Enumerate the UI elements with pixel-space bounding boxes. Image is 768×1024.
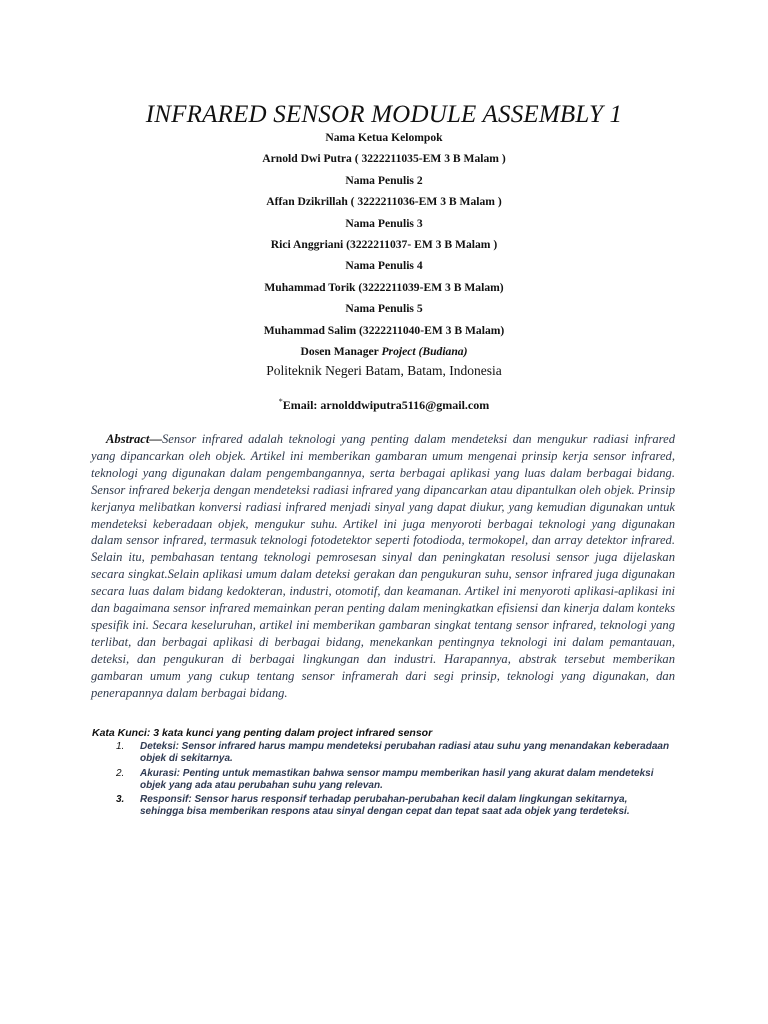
author-role-3: Nama Penulis 3 xyxy=(345,216,423,230)
keywords-list xyxy=(92,741,672,819)
author-block xyxy=(0,127,768,362)
supervisor-prefix: Dosen Manager xyxy=(300,344,382,358)
keyword-text: Deteksi: Sensor infrared harus mampu mendeteksi perubahan radiasi atau suhu yang menandakan keberadaan objek di sekitarnya. xyxy=(140,741,670,765)
author-role-5: Nama Penulis 5 xyxy=(345,302,423,316)
supervisor-line xyxy=(0,341,768,362)
keyword-item xyxy=(92,741,672,766)
author-name-1: Arnold Dwi Putra ( 3222211035-EM 3 B Malam ) xyxy=(262,152,506,166)
author-role-1: Nama Ketua Kelompok xyxy=(325,131,443,144)
author-name-5: Muhammad Salim (3222211040-EM 3 B Malam) xyxy=(263,323,505,337)
keywords-section xyxy=(92,726,672,821)
keyword-number: 2. xyxy=(116,767,125,779)
keyword-number: 3. xyxy=(116,794,125,806)
affiliation: Politeknik Negeri Batam, Batam, Indonesia xyxy=(266,363,502,378)
email-address: Email: arnolddwiputra5116@gmail.com xyxy=(282,398,490,412)
keyword-item xyxy=(92,794,672,819)
abstract-text: Sensor infrared adalah teknologi yang penting dalam mendeteksi dan mengukur radiasi infrared yang dipancarkan oleh objek. Artikel ini memberikan gambaran umum mengenai prinsip kerja sensor infrared, teknologi yang digunakan dalam pengembangannya, serta berbagai aplikasi yang luas dalam berbagai bidang. Sensor infrared bekerja dengan mendeteksi radiasi infrared yang dipancarkan atau dipantulkan oleh objek. Prinsip kerjanya melibatkan konversi radiasi infrared menjadi sinyal yang dapat diukur, yang kemudian digunakan untuk mendeteksi keberadaan objek, mengukur suhu. Artikel ini juga menyoroti berbagai teknologi yang digunakan dalam sensor infrared, termasuk teknologi fotodetektor seperti fotodioda, termokopel, dan array detektor infrared. Selain itu, pembahasan tentang teknologi pemrosesan sinyal dan peningkatan resolusi sensor juga dijelaskan secara singkat.Selain aplikasi umum dalam deteksi gerakan dan pengukuran suhu, sensor infrared juga digunakan secara luas dalam bidang kedokteran, industri, otomotif, dan keamanan. Artikel ini menyoroti aplikasi-aplikasi ini dan bagaimana sensor infrared memainkan peran penting dalam meningkatkan efisiensi dan kinerja dalam konteks spesifik ini. Secara keseluruhan, artikel ini memberikan gambaran singkat tentang sensor infrared, teknologi yang terlibat, dan berbagai aplikasi di berbagai bidang, menekankan pentingnya teknologi ini dalam pemantauan, deteksi, dan pengukuran di berbagai lingkungan dan industri. Harapannya, abstrak tersebut memberikan gambaran umum yang cukup tentang sensor inframerah dari segi prinsip, teknologi yang digunakan, dan penerapannya dalam berbagai bidang. xyxy=(91,432,675,700)
email-mark: * xyxy=(278,397,283,406)
abstract-label: Abstract— xyxy=(106,432,162,446)
keyword-item xyxy=(92,768,672,793)
supervisor-project: Project (Budiana) xyxy=(381,344,468,358)
keyword-number: 1. xyxy=(116,741,125,752)
author-role-4: Nama Penulis 4 xyxy=(345,259,423,273)
paper-title: INFRARED SENSOR MODULE ASSEMBLY 1 xyxy=(145,101,623,128)
abstract xyxy=(91,431,675,702)
author-name-3: Rici Anggriani (3222211037- EM 3 B Malam ) xyxy=(270,237,498,251)
author-name-2: Affan Dzikrillah ( 3222211036-EM 3 B Malam ) xyxy=(266,195,502,209)
keyword-text: Akurasi: Penting untuk memastikan bahwa sensor mampu memberikan hasil yang akurat dalam mendeteksi objek yang ada atau perubahan suhu yang relevan. xyxy=(140,767,654,791)
keyword-text: Responsif: Sensor harus responsif terhadap perubahan-perubahan kecil dalam lingkungan sekitarnya, sehingga bisa memberikan respons atau sinyal dengan cepat dan tepat saat ada objek yang terdeteksi. xyxy=(140,794,630,818)
email-line xyxy=(0,396,768,414)
keywords-heading: Kata Kunci: 3 kata kunci yang penting dalam project infrared sensor xyxy=(92,727,433,739)
author-name-4: Muhammad Torik (3222211039-EM 3 B Malam) xyxy=(264,280,504,294)
author-role-2: Nama Penulis 2 xyxy=(345,173,423,187)
